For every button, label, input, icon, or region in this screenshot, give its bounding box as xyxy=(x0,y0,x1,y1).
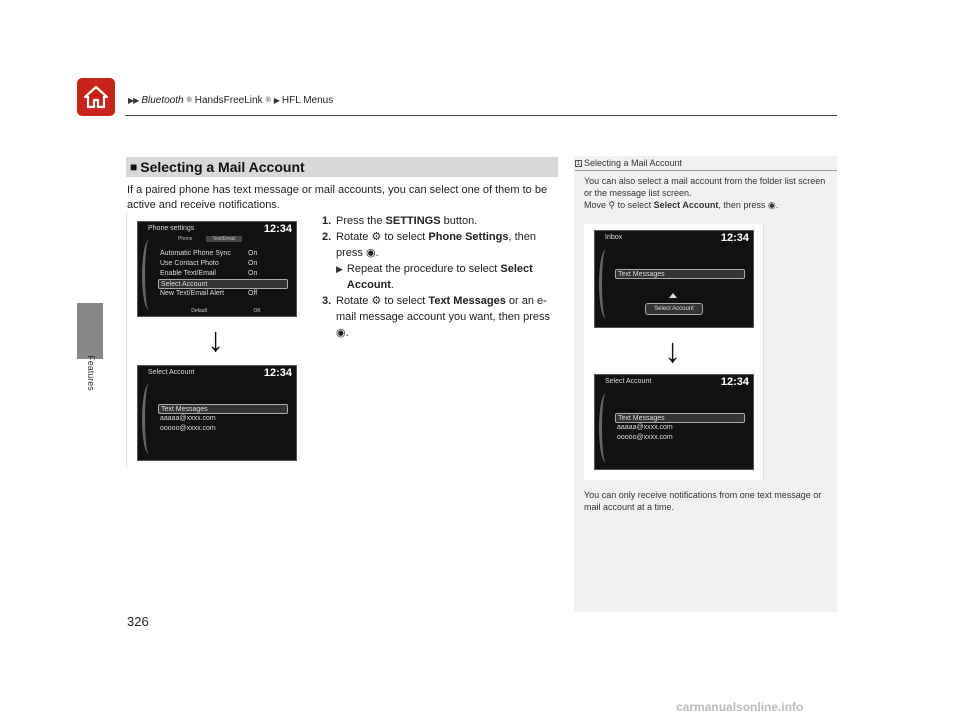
reg-mark: ® xyxy=(265,97,271,104)
side-note-p2: Move ⚲ to select Select Account, then press ◉. xyxy=(584,200,779,210)
step-1: 1. Press the SETTINGS button. xyxy=(322,215,478,227)
section-title-text: Selecting a Mail Account xyxy=(140,159,305,175)
breadcrumb-hfl-menus[interactable]: HFL Menus xyxy=(281,95,334,106)
arrow-down-icon: ↓ xyxy=(207,321,224,359)
square-bullet-icon: ■ xyxy=(130,160,138,174)
screen-clock: 12:34 xyxy=(720,376,749,388)
select-account-button: Select Account xyxy=(645,303,703,315)
select-account-screen xyxy=(594,374,754,470)
reg-mark: ® xyxy=(186,97,192,104)
menu-item: Use Contact Photo On xyxy=(160,260,258,267)
side-figure xyxy=(584,224,764,480)
arrow-down-icon: ↓ xyxy=(664,332,681,370)
side-note-p3: You can only receive notifications from one text message or mail account at a time. xyxy=(584,490,822,512)
list-item: ooooo@xxxx.com xyxy=(160,425,216,432)
screen-title: Inbox xyxy=(605,234,623,241)
press-button-icon: ◉ xyxy=(336,327,346,339)
breadcrumb-bluetooth[interactable]: Bluetooth xyxy=(141,95,184,106)
screen-tabs xyxy=(178,236,242,242)
home-icon[interactable] xyxy=(77,78,115,116)
press-button-icon: ◉ xyxy=(365,247,376,259)
account-list xyxy=(615,413,745,443)
caret-up-icon xyxy=(669,293,677,298)
screen-arc xyxy=(599,249,613,319)
side-note-divider xyxy=(575,170,837,171)
list-item-selected: Text Messages xyxy=(615,413,745,423)
menu-item: Automatic Phone Sync On xyxy=(160,250,258,257)
screen-bottom-bar xyxy=(168,308,284,314)
breadcrumb xyxy=(128,95,333,106)
list-item: aaaaa@xxxx.com xyxy=(160,415,216,422)
breadcrumb-arrow-icon: ▶▶ xyxy=(128,96,139,105)
sidebar-tab-features[interactable] xyxy=(77,303,103,359)
list-item: aaaaa@xxxx.com xyxy=(617,424,673,431)
joystick-icon: ⚲ xyxy=(608,200,616,210)
page-number: 326 xyxy=(127,614,149,629)
list-item-selected: Text Messages xyxy=(615,269,745,279)
header-divider xyxy=(125,115,837,116)
tab-text-email: Text/Email xyxy=(206,236,241,242)
default-label: Default xyxy=(191,308,208,314)
screen-title: Phone settings xyxy=(148,225,195,232)
menu-item-selected: Select Account xyxy=(158,279,288,289)
list-item: ooooo@xxxx.com xyxy=(617,434,673,441)
side-note-p1: You can also select a mail account from the folder list screen or the message list screen. xyxy=(584,176,826,198)
phone-settings-screen xyxy=(137,221,297,317)
menu-item: Enable Text/Email On xyxy=(160,270,258,277)
press-button-icon: ◉ xyxy=(767,200,776,210)
selector-knob-icon: ⚙ xyxy=(371,295,382,307)
inbox-list xyxy=(615,269,745,279)
breadcrumb-hfl[interactable]: HandsFreeLink xyxy=(194,95,263,106)
watermark: carmanualsonline.info xyxy=(676,700,804,714)
screen-title: Select Account xyxy=(605,378,652,385)
steps xyxy=(322,213,554,341)
side-note-heading: 1 Selecting a Mail Account xyxy=(576,158,683,168)
breadcrumb-arrow-icon: ▶ xyxy=(273,96,279,105)
screen-clock: 12:34 xyxy=(720,232,749,244)
screen-arc xyxy=(142,240,156,310)
select-account-screen xyxy=(137,365,297,461)
step-2: 2. Rotate ⚙ to select Phone Settings, then press ◉. xyxy=(322,231,537,259)
menu-item: New Text/Email Alert Off xyxy=(160,290,258,297)
intro-text: If a paired phone has text message or mail accounts, you can select one of them to be active and receive notifications. xyxy=(127,184,548,211)
note-box-icon: 1 xyxy=(576,160,581,167)
tab-phone: Phone xyxy=(178,236,193,242)
sub-arrow-icon: ▶ xyxy=(336,264,343,274)
list-item-selected: Text Messages xyxy=(158,404,288,414)
account-list xyxy=(158,404,288,434)
ok-label: OK xyxy=(253,308,261,314)
screen-title: Select Account xyxy=(148,369,195,376)
settings-menu xyxy=(158,249,288,299)
step-2-sub: ▶ Repeat the procedure to select Select Account. xyxy=(336,263,533,291)
inbox-screen xyxy=(594,230,754,328)
section-title xyxy=(126,157,558,177)
step-3: 3. Rotate ⚙ to select Text Messages or an e-mail message account you want, then press ◉. xyxy=(322,295,551,339)
screen-clock: 12:34 xyxy=(263,223,292,235)
screen-clock: 12:34 xyxy=(263,367,292,379)
figure-screens xyxy=(126,213,308,467)
screen-arc xyxy=(142,384,156,454)
selector-knob-icon: ⚙ xyxy=(371,231,382,243)
screen-arc xyxy=(599,393,613,463)
sidebar-label: Features xyxy=(86,355,96,391)
